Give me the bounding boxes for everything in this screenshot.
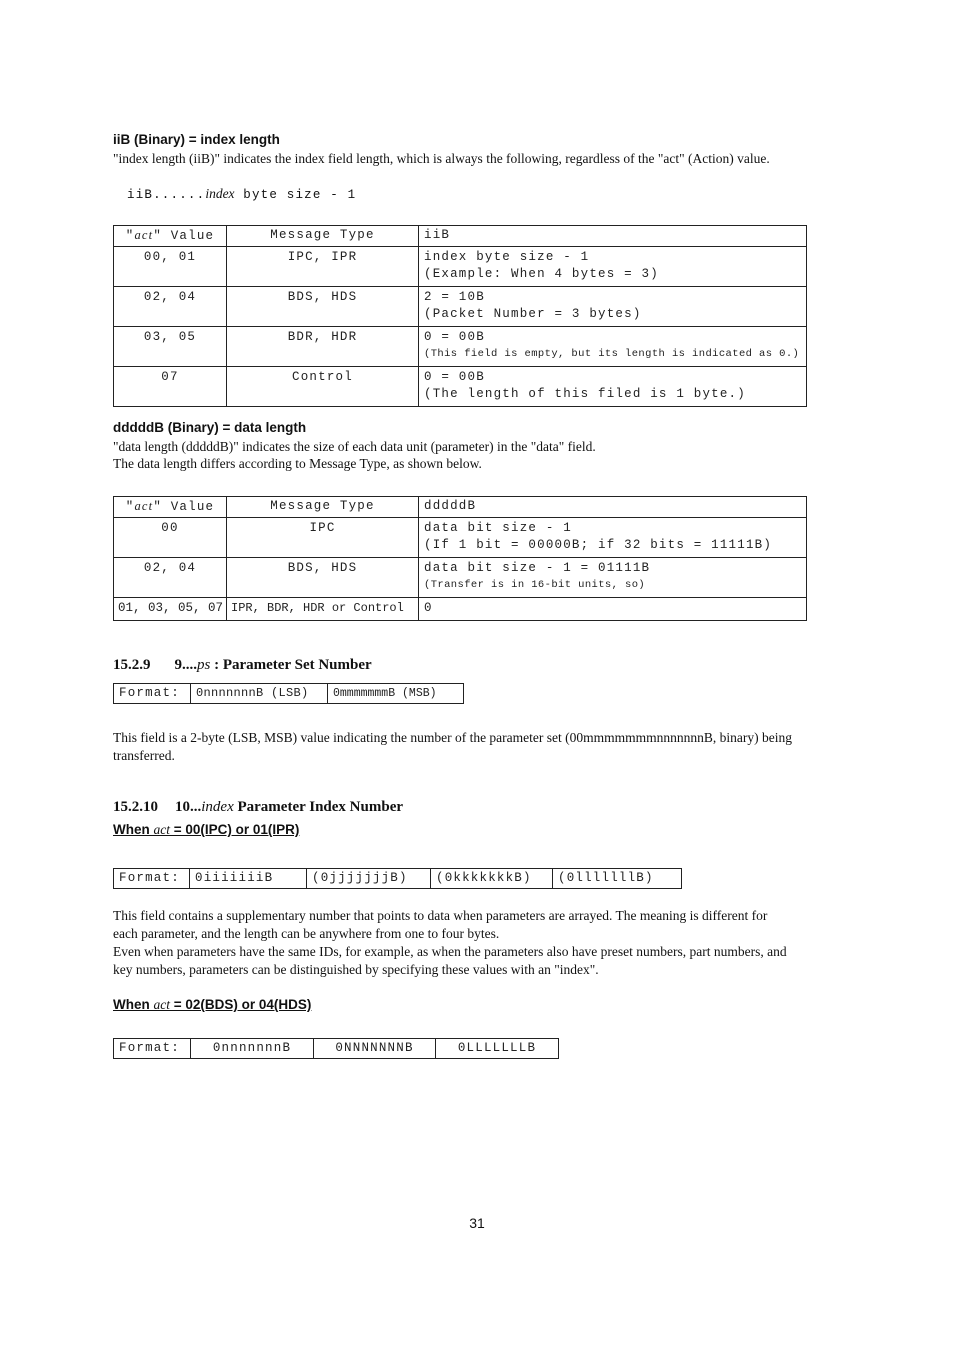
iib-col-type: Message Type xyxy=(227,226,419,247)
message-type-cell: BDR, HDR xyxy=(227,327,419,367)
section-title: : Parameter Set Number xyxy=(210,657,372,673)
iib-value-cell: 0 = 00B (The length of this filed is 1 byte.) xyxy=(419,367,807,407)
table-row xyxy=(114,598,807,621)
iib-col-act: "act" Value xyxy=(114,226,227,247)
iib-paragraph: "index length (iiB)" indicates the index field length, which is always the following, regardless of the "act" (Action) value. xyxy=(113,151,770,166)
format-cell: 0nnnnnnnB xyxy=(191,1039,314,1059)
dddddb-heading: dddddB (Binary) = data length xyxy=(113,420,307,435)
iib-heading: iiB (Binary) = index length xyxy=(113,132,280,147)
iib-formula-italic: index xyxy=(205,186,235,201)
table-row xyxy=(114,247,807,287)
act-value-cell: 00 xyxy=(114,518,227,558)
iib-value-cell: 2 = 10B (Packet Number = 3 bytes) xyxy=(419,287,807,327)
dddddb-value-cell: data bit size - 1 = 01111B (Transfer is in 16-bit units, so) xyxy=(419,558,807,598)
iib-table xyxy=(113,225,807,407)
section-number: 15.2.10 xyxy=(113,799,158,815)
ps-format-table xyxy=(113,683,464,704)
table-row xyxy=(114,558,807,598)
iib-formula-prefix: iiB...... xyxy=(127,188,206,202)
dddddb-paragraph-2: The data length differs according to Message Type, as shown below. xyxy=(113,456,482,471)
message-type-cell: Control xyxy=(227,367,419,407)
iib-formula-suffix: byte size - 1 xyxy=(234,188,357,202)
format-cell: 0LLLLLLLB xyxy=(436,1039,559,1059)
iib-value-cell: 0 = 00B (This field is empty, but its length is indicated as 0.) xyxy=(419,327,807,367)
section-15-2-9-heading xyxy=(113,657,372,674)
index-paragraph-2: Even when parameters have the same IDs, for example, as when the parameters also have preset numbers, part numbers, and key numbers, parameters can be distinguished by specifying these values with an "index". xyxy=(113,944,787,977)
format-cell-msb: 0mmmmmmmB (MSB) xyxy=(328,684,464,704)
dddddb-paragraph-1: "data length (dddddB)" indicates the size of each data unit (parameter) in the "data" field. xyxy=(113,439,596,454)
iib-table-header xyxy=(114,226,807,247)
ps-paragraph: This field is a 2-byte (LSB, MSB) value indicating the number of the parameter set (00mmmmmmmnnnnnnnB, binary) being transferred. xyxy=(113,730,792,763)
section-number: 15.2.9 xyxy=(113,657,151,673)
table-row xyxy=(114,367,807,407)
act-value-cell: 03, 05 xyxy=(114,327,227,367)
index-format-table-1 xyxy=(113,868,682,889)
dddddb-col-type: Message Type xyxy=(227,497,419,518)
dddddb-col-act: "act" Value xyxy=(114,497,227,518)
dddddb-col-value: dddddB xyxy=(419,497,807,518)
iib-value-cell: index byte size - 1 (Example: When 4 bytes = 3) xyxy=(419,247,807,287)
format-label: Format: xyxy=(114,869,190,889)
dddddb-value-cell: 0 xyxy=(419,598,807,621)
format-label: Format: xyxy=(114,684,191,704)
format-cell: 0iiiiiiiB xyxy=(190,869,307,889)
act-value-cell: 01, 03, 05, 07 xyxy=(114,598,227,621)
iib-formula xyxy=(127,186,356,202)
dddddb-table xyxy=(113,496,807,621)
iib-col-iib: iiB xyxy=(419,226,807,247)
section-15-2-10-heading xyxy=(113,799,403,816)
act-value-cell: 07 xyxy=(114,367,227,407)
field-number: 10... xyxy=(175,799,202,815)
format-label: Format: xyxy=(114,1039,191,1059)
table-row xyxy=(114,287,807,327)
table-row xyxy=(114,518,807,558)
message-type-cell: IPC xyxy=(227,518,419,558)
index-format-table-2 xyxy=(113,1038,559,1059)
dddddb-value-cell: data bit size - 1 (If 1 bit = 00000B; if 32 bits = 11111B) xyxy=(419,518,807,558)
format-cell: 0NNNNNNNB xyxy=(314,1039,436,1059)
format-cell: (0kkkkkkkB) xyxy=(431,869,553,889)
section-title: Parameter Index Number xyxy=(233,799,404,815)
message-type-cell: IPC, IPR xyxy=(227,247,419,287)
act-value-cell: 02, 04 xyxy=(114,558,227,598)
message-type-cell: BDS, HDS xyxy=(227,287,419,327)
format-cell-lsb: 0nnnnnnnB (LSB) xyxy=(191,684,328,704)
format-cell: (0jjjjjjjB) xyxy=(307,869,431,889)
table-row xyxy=(114,327,807,367)
format-cell: (0lllllllB) xyxy=(553,869,682,889)
index-paragraph-1: This field contains a supplementary number that points to data when parameters are arrayed. The meaning is different for each parameter, and the length can be anywhere from one to four bytes. xyxy=(113,908,768,941)
subheading-bds-hds: When act = 02(BDS) or 04(HDS) xyxy=(113,997,312,1012)
act-value-cell: 00, 01 xyxy=(114,247,227,287)
page-number: 31 xyxy=(469,1215,485,1231)
message-type-cell: IPR, BDR, HDR or Control xyxy=(227,598,419,621)
field-abbrev: ps xyxy=(197,657,211,673)
field-abbrev: index xyxy=(201,799,234,815)
message-type-cell: BDS, HDS xyxy=(227,558,419,598)
dddddb-table-header xyxy=(114,497,807,518)
field-number: 9.... xyxy=(174,657,197,673)
act-value-cell: 02, 04 xyxy=(114,287,227,327)
subheading-ipc-ipr: When act = 00(IPC) or 01(IPR) xyxy=(113,822,300,837)
